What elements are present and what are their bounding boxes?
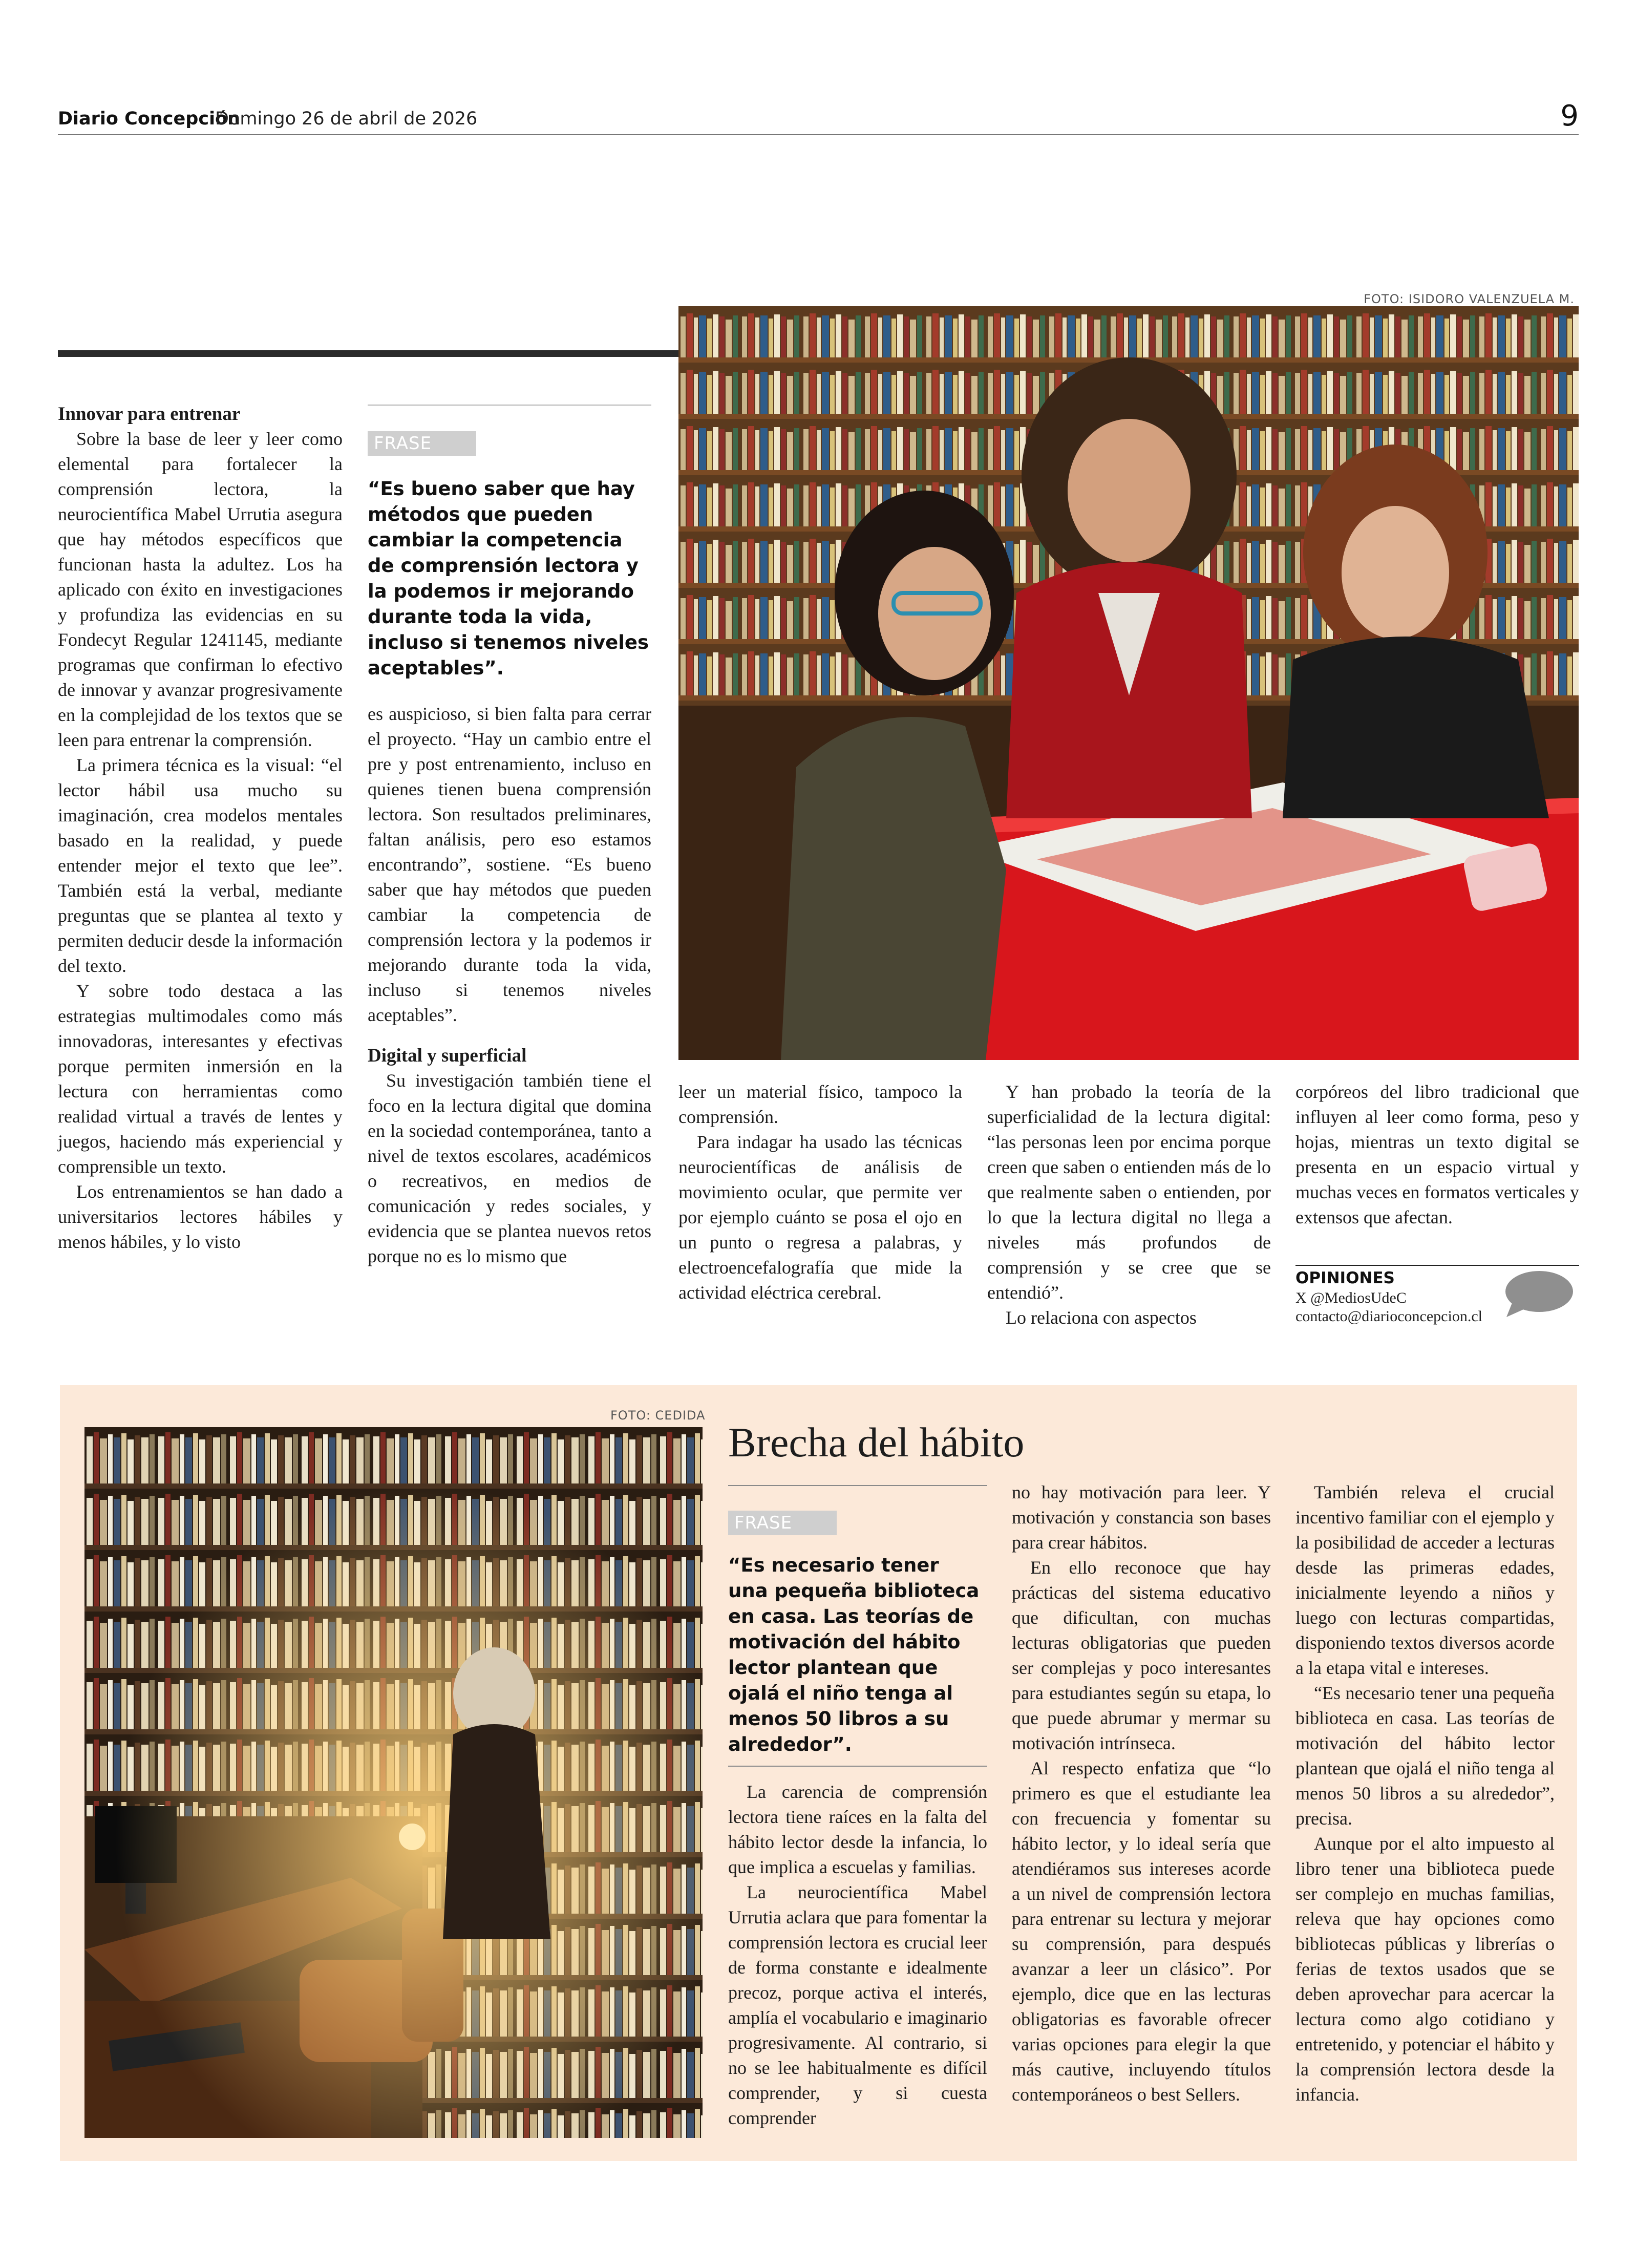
paragraph: La primera técnica es la visual: “el lector hábil usa mucho su imaginación, crea modelos mentales basado en la realidad, y puede entender mejor el texto que lee”. También está la verbal, mediante preguntas que se plantea al texto y permiten deducir desde la información del texto. bbox=[58, 755, 343, 976]
photo-credit: FOTO: ISIDORO VALENZUELA M. bbox=[1364, 292, 1575, 306]
paragraph: Y sobre todo destaca a las estrategias multimodales como más innovadoras, interesantes y efectivas porque permiten inmersión en la lectura con herramientas como realidad virtual a través de lentes y juegos, haciendo más experiencial y comprensible un texto. bbox=[58, 981, 343, 1177]
paragraph: Lo relaciona con aspectos bbox=[1006, 1307, 1197, 1328]
sidebar-title: Brecha del hábito bbox=[728, 1419, 1025, 1466]
article-column-3 bbox=[678, 1079, 962, 1305]
sidebar-title-rule bbox=[728, 1485, 987, 1486]
newspaper-name: Diario Concepción bbox=[58, 109, 241, 129]
paragraph: no hay motivación para leer. Y motivación y constancia son bases para crear hábitos. bbox=[1012, 1482, 1271, 1553]
sidebar-column-3 bbox=[1295, 1480, 1555, 2107]
frase-label: FRASE bbox=[728, 1511, 837, 1535]
section-rule bbox=[58, 350, 678, 357]
social-handle[interactable]: X @MediosUdeC bbox=[1295, 1289, 1407, 1306]
sidebar-column-2 bbox=[1012, 1480, 1271, 2107]
header-rule bbox=[58, 134, 1579, 135]
quote-rule bbox=[368, 405, 651, 406]
pull-quote: “Es necesario tener una pequeña biblioteca en casa. Las teorías de motivación del hábito lector plantean que ojalá el niño tenga al menos 50 libros a su alrededor”. bbox=[728, 1554, 980, 1755]
speech-bubble-icon bbox=[1500, 1268, 1575, 1319]
paragraph: es auspicioso, si bien falta para cerrar el proyecto. “Hay un cambio entre el pre y post entrenamiento, incluso en quienes tienen buena comprensión lectora. Son resultados preliminares, faltan análisis, pero eso estamos encontrando”, sostiene. “Es bueno saber que hay métodos que pueden cambiar la competencia de comprensión lectora y la podemos ir mejorando durante toda la vida, incluso si tenemos niveles aceptables”. bbox=[368, 704, 651, 1025]
paragraph: Los entrenamientos se han dado a universitarios lectores hábiles y menos hábiles, y lo visto bbox=[58, 1181, 343, 1252]
article-column-1 bbox=[58, 401, 343, 1255]
library-reading-photo bbox=[678, 306, 1579, 1060]
issue-date: Domingo 26 de abril de 2026 bbox=[215, 109, 478, 129]
opiniones-rule bbox=[1295, 1265, 1579, 1266]
paragraph: Aunque por el alto impuesto al libro tener una biblioteca puede ser complejo en muchas familias, releva que hay opciones como bibliotecas públicas y librerías o ferias de textos usados que se deben aprovechar para acercar la lectura como algo cotidiano y entretenido, y potenciar el hábito y la comprensión lectora desde la infancia. bbox=[1295, 1833, 1555, 2105]
paragraph: corpóreos del libro tradicional que influyen al leer como forma, peso y hojas, mientras un texto digital se presenta en un espacio virtual y muchas veces en formatos verticales y extensos que afectan. bbox=[1295, 1082, 1579, 1227]
paragraph: Al respecto enfatiza que “lo primero es que el estudiante lea con frecuencia y fomentar su hábito lector, y lo ideal sería que atendiéramos sus intereses acorde a un nivel de comprensión lectora para entrenar su lectura y mejorar su comprensión, para después avanzar a leer un clásico”. Por ejemplo, dice que en las lecturas obligatorias es favorable ofrecer varias opciones para elegir la que más cautive, incluyendo títulos contemporáneos o best Sellers. bbox=[1012, 1758, 1271, 2105]
quote-divider bbox=[728, 1766, 987, 1767]
home-library-photo bbox=[84, 1427, 703, 2138]
sidebar-column-1 bbox=[728, 1779, 987, 2131]
pull-quote: “Es bueno saber que hay métodos que pueden cambiar la competencia de comprensión lectora y la podemos ir mejorando durante toda la vida, incluso si tenemos niveles aceptables”. bbox=[368, 478, 649, 679]
page-header bbox=[58, 99, 1579, 138]
paragraph: Para indagar ha usado las técnicas neurocientíficas de análisis de movimiento ocular, que permite ver por ejemplo cuánto se posa el ojo en un punto o regresa a palabras, y electroencefalografía que mide la actividad eléctrica cerebral. bbox=[678, 1132, 962, 1303]
page-number: 9 bbox=[1560, 99, 1579, 133]
frase-label: FRASE bbox=[368, 431, 476, 456]
paragraph: En ello reconoce que hay prácticas del sistema educativo que dificultan, con muchas lecturas obligatorias que pueden ser complejas y poco interesantes para estudiantes según su etapa, lo que puede abrumar y mermar su motivación intrínseca. bbox=[1012, 1557, 1271, 1753]
subheading-digital: Digital y superficial bbox=[368, 1045, 527, 1066]
subheading-innovar: Innovar para entrenar bbox=[58, 404, 241, 425]
photo-credit: FOTO: CEDIDA bbox=[610, 1408, 706, 1423]
paragraph: Su investigación también tiene el foco en la lectura digital que domina en la sociedad contemporánea, tanto a nivel de textos escolares, académicos o recreativos, en medios de comunicación y redes sociales, y evidencia que se plantea nuevos retos porque no es lo mismo que bbox=[368, 1070, 651, 1266]
paragraph: Sobre la base de leer y leer como elemental para fortalecer la comprensión lectora, la neurocientífica Mabel Urrutia asegura que hay métodos específicos que funcionan hasta la adultez. Los ha aplicado con éxito en investigaciones y profundiza las evidencias en su Fondecyt Regular 1241145, mediante programas que confirman lo efectivo de innovar y avanzar progresivamente en la complejidad de los textos que se leen para entrenar la comprensión. bbox=[58, 429, 343, 750]
paragraph: La neurocientífica Mabel Urrutia aclara que para fomentar la comprensión lectora es crucial leer de forma constante e idealmente precoz, porque activa el interés, amplía el vocabulario e imaginario progresivamente. Al contrario, si no se lee habitualmente es difícil comprender, y si cuesta comprender bbox=[728, 1882, 987, 2128]
paragraph: También releva el crucial incentivo familiar con el ejemplo y la posibilidad de acceder a lecturas desde las primeras edades, inicialmente leyendo a niños y luego con lecturas compartidas, disponiendo textos diversos acorde a la etapa vital e intereses. bbox=[1295, 1482, 1555, 1678]
article-column-2 bbox=[368, 702, 651, 1269]
article-column-4 bbox=[987, 1079, 1271, 1330]
paragraph: leer un material físico, tampoco la comprensión. bbox=[678, 1082, 962, 1127]
paragraph: “Es necesario tener una pequeña biblioteca en casa. Las teorías de motivación del hábito lector plantean que ojalá el niño tenga al menos 50 libros a su alrededor”, precisa. bbox=[1295, 1683, 1555, 1829]
opiniones-box bbox=[1295, 1265, 1579, 1325]
article-column-5 bbox=[1295, 1079, 1579, 1230]
paragraph: Y han probado la teoría de la superficialidad de la lectura digital: “las personas leen por encima porque creen que saben o entienden más de lo que realmente saben o entienden, por lo que la lectura digital no llega a niveles más profundos de comprensión y se cree que se entendió”. bbox=[987, 1082, 1271, 1303]
opiniones-label: OPINIONES bbox=[1295, 1269, 1395, 1287]
paragraph: La carencia de comprensión lectora tiene raíces en la falta del hábito lector desde la infancia, lo que implica a escuelas y familias. bbox=[728, 1782, 987, 1877]
contact-email[interactable]: contacto@diarioconcepcion.cl bbox=[1295, 1308, 1482, 1325]
